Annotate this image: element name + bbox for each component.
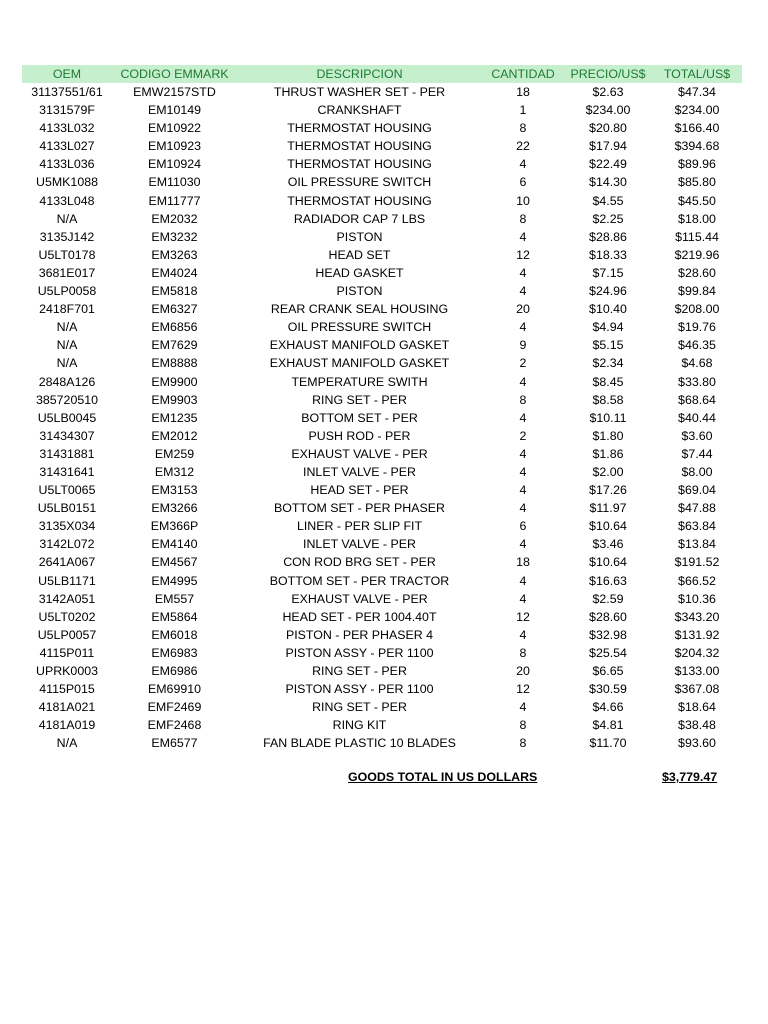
precio-cell: $10.64	[589, 519, 627, 534]
table-row	[22, 228, 742, 246]
total-cell: $208.00	[674, 302, 720, 317]
table-row	[22, 427, 742, 445]
cantidad-cell: 8	[519, 392, 527, 407]
descripcion-cell: THERMOSTAT HOUSING	[287, 157, 432, 172]
oem-cell: 3681E017	[38, 265, 96, 280]
descripcion-cell: RADIADOR CAP 7 LBS	[293, 211, 426, 226]
descripcion-cell: RING SET - PER	[312, 392, 407, 407]
precio-cell: $1.86	[592, 446, 624, 461]
precio-cell: $2.25	[592, 211, 624, 226]
total-cell: $8.00	[681, 464, 713, 479]
oem-cell: 3142A051	[38, 591, 96, 606]
precio-cell: $2.34	[592, 356, 624, 371]
cantidad-cell: 2	[519, 428, 527, 443]
oem-cell: UPRK0003	[36, 664, 98, 678]
total-cell: $191.52	[674, 555, 720, 570]
cantidad-cell: 9	[519, 338, 527, 353]
descripcion-cell: FAN BLADE PLASTIC 10 BLADES	[263, 736, 456, 751]
descripcion-cell: INLET VALVE - PER	[303, 537, 416, 552]
total-cell: $63.84	[678, 519, 716, 534]
oem-cell: 3131579F	[39, 103, 95, 118]
total-cell: $7.44	[681, 446, 713, 461]
total-cell: $133.00	[674, 664, 720, 678]
oem-cell: U5LT0178	[38, 247, 96, 262]
goods-total-value: $3,779.47	[662, 770, 718, 784]
cantidad-cell: 4	[519, 157, 527, 172]
cantidad-cell: 4	[519, 501, 527, 516]
oem-cell: 385720510	[35, 392, 99, 407]
descripcion-cell: THRUST WASHER SET - PER	[273, 85, 446, 99]
total-cell: $234.00	[674, 103, 720, 118]
precio-cell: $10.40	[589, 302, 627, 317]
precio-cell: $10.64	[589, 555, 627, 570]
col-header-cantidad: CANTIDAD	[491, 67, 555, 81]
descripcion-cell: PISTON	[336, 284, 383, 299]
cantidad-cell: 4	[519, 573, 527, 588]
oem-cell: N/A	[56, 356, 78, 371]
oem-cell: 4181A021	[38, 700, 96, 715]
codigo-cell: EM3232	[151, 229, 198, 244]
precio-cell: $4.66	[592, 700, 624, 715]
table-row	[22, 608, 742, 626]
cantidad-cell: 4	[519, 464, 527, 479]
codigo-cell: EM11777	[148, 193, 201, 208]
oem-cell: 4115P015	[39, 682, 95, 697]
precio-cell: $28.86	[589, 229, 627, 244]
parts-table	[22, 65, 742, 752]
table-row	[22, 246, 742, 264]
descripcion-cell: CON ROD BRG SET - PER	[283, 555, 436, 570]
descripcion-cell: RING SET - PER	[312, 700, 407, 715]
codigo-cell: EM10149	[147, 103, 202, 118]
total-cell: $10.36	[678, 591, 716, 606]
codigo-cell: EMF2469	[147, 700, 202, 715]
cantidad-cell: 1	[519, 103, 527, 118]
codigo-cell: EM6577	[151, 736, 198, 751]
oem-cell: 4133L027	[39, 139, 95, 154]
codigo-cell: EM3153	[151, 483, 198, 498]
precio-cell: $4.81	[592, 718, 624, 733]
precio-cell: $16.63	[589, 573, 627, 588]
codigo-cell: EM4140	[151, 537, 198, 552]
total-cell: $85.80	[678, 175, 716, 190]
col-header-codigo: CODIGO EMMARK	[120, 67, 229, 81]
table-row	[22, 318, 742, 336]
codigo-cell: EM259	[154, 446, 195, 461]
descripcion-cell: PISTON ASSY - PER 1100	[285, 645, 434, 660]
total-cell: $18.64	[678, 700, 716, 715]
goods-total-label: GOODS TOTAL IN US DOLLARS	[348, 770, 538, 784]
descripcion-cell: CRANKSHAFT	[317, 103, 402, 118]
oem-cell: U5LP0058	[37, 284, 97, 299]
table-row	[22, 445, 742, 463]
col-header-precio: PRECIO/US$	[570, 67, 646, 81]
total-cell: $47.88	[678, 501, 716, 516]
table-row	[22, 83, 742, 101]
total-cell: $38.48	[678, 718, 716, 733]
precio-cell: $4.94	[592, 320, 624, 335]
cantidad-cell: 4	[519, 591, 527, 606]
total-cell: $46.35	[678, 338, 716, 353]
table-row	[22, 553, 742, 571]
cantidad-cell: 12	[516, 609, 530, 624]
total-cell: $68.64	[678, 392, 716, 407]
codigo-cell: EM3263	[151, 247, 198, 262]
descripcion-cell: THERMOSTAT HOUSING	[287, 193, 432, 208]
cantidad-cell: 20	[516, 664, 530, 678]
oem-cell: N/A	[56, 320, 78, 335]
codigo-cell: EM4567	[151, 555, 198, 570]
col-header-oem: OEM	[52, 67, 82, 81]
codigo-cell: EM2012	[151, 428, 198, 443]
precio-cell: $30.59	[589, 682, 627, 697]
oem-cell: 31137551/61	[31, 85, 103, 99]
codigo-cell: EM10924	[147, 157, 202, 172]
total-cell: $367.08	[674, 682, 720, 697]
precio-cell: $20.80	[589, 121, 627, 136]
codigo-cell: EM1235	[151, 410, 198, 425]
total-cell: $33.80	[678, 374, 716, 389]
codigo-cell: EM6327	[151, 302, 198, 317]
codigo-cell: EM366P	[150, 519, 199, 534]
total-cell: $28.60	[678, 265, 716, 280]
precio-cell: $7.15	[592, 265, 624, 280]
precio-cell: $8.45	[592, 374, 624, 389]
cantidad-cell: 18	[516, 555, 530, 570]
cantidad-cell: 4	[519, 627, 527, 642]
precio-cell: $2.00	[592, 464, 624, 479]
oem-cell: 3135X034	[38, 519, 96, 534]
cantidad-cell: 4	[519, 446, 527, 461]
cantidad-cell: 4	[519, 700, 527, 715]
cantidad-cell: 4	[519, 265, 527, 280]
oem-cell: U5LB1171	[38, 573, 96, 588]
oem-cell: 3142L072	[39, 537, 95, 552]
precio-cell: $11.97	[589, 501, 627, 516]
oem-cell: 3135J142	[39, 229, 95, 244]
cantidad-cell: 18	[516, 85, 530, 99]
precio-cell: $2.59	[592, 591, 624, 606]
total-cell: $3.60	[681, 428, 713, 443]
codigo-cell: EM10922	[147, 121, 202, 136]
descripcion-cell: HEAD SET - PER	[310, 483, 409, 498]
codigo-cell: EM5818	[151, 284, 198, 299]
codigo-cell: EM6856	[151, 320, 198, 335]
table-row	[22, 662, 742, 680]
table-row	[22, 517, 742, 535]
descripcion-cell: RING SET - PER	[312, 664, 407, 678]
header-row	[22, 65, 742, 83]
descripcion-cell: EXHAUST VALVE - PER	[291, 446, 428, 461]
oem-cell: 2641A067	[38, 555, 96, 570]
precio-cell: $11.70	[589, 736, 627, 751]
codigo-cell: EM557	[154, 591, 195, 606]
codigo-cell: EM4024	[151, 265, 198, 280]
cantidad-cell: 6	[519, 175, 527, 190]
invoice-sheet	[22, 65, 742, 752]
descripcion-cell: PISTON - PER PHASER 4	[285, 627, 434, 642]
precio-cell: $14.30	[589, 175, 627, 190]
descripcion-cell: REAR CRANK SEAL HOUSING	[270, 302, 449, 317]
oem-cell: U5MK1088	[36, 175, 98, 190]
codigo-cell: EM3266	[151, 501, 198, 516]
precio-cell: $3.46	[592, 537, 624, 552]
descripcion-cell: HEAD SET - PER 1004.40T	[282, 609, 437, 624]
table-row	[22, 300, 742, 318]
table-row	[22, 716, 742, 734]
oem-cell: 31434307	[39, 428, 95, 443]
oem-cell: 4133L048	[39, 193, 95, 208]
oem-cell: N/A	[56, 211, 78, 226]
descripcion-cell: PUSH ROD - PER	[308, 428, 411, 443]
cantidad-cell: 20	[516, 302, 530, 317]
total-cell: $45.50	[678, 193, 716, 208]
total-cell: $40.44	[678, 410, 716, 425]
total-cell: $93.60	[678, 736, 716, 751]
precio-cell: $5.15	[592, 338, 624, 353]
oem-cell: U5LT0202	[38, 609, 96, 624]
total-cell: $219.96	[674, 247, 720, 262]
precio-cell: $17.26	[589, 483, 627, 498]
precio-cell: $24.96	[589, 284, 627, 299]
total-cell: $89.96	[678, 157, 716, 172]
precio-cell: $18.33	[589, 247, 627, 262]
codigo-cell: EM2032	[151, 211, 198, 226]
total-cell: $343.20	[674, 609, 720, 624]
total-cell: $131.92	[674, 627, 720, 642]
descripcion-cell: THERMOSTAT HOUSING	[287, 121, 432, 136]
codigo-cell: EM312	[154, 464, 195, 479]
cantidad-cell: 10	[516, 193, 530, 208]
descripcion-cell: INLET VALVE - PER	[303, 464, 416, 479]
precio-cell: $28.60	[589, 609, 627, 624]
codigo-cell: EM5864	[151, 609, 198, 624]
table-row	[22, 336, 742, 354]
codigo-cell: EM69910	[147, 682, 202, 697]
table-row	[22, 499, 742, 517]
table-row	[22, 481, 742, 499]
codigo-cell: EM9900	[151, 374, 198, 389]
descripcion-cell: EXHAUST MANIFOLD GASKET	[269, 338, 450, 353]
table-row	[22, 210, 742, 228]
codigo-cell: EM11030	[148, 175, 201, 190]
table-row	[22, 391, 742, 409]
cantidad-cell: 4	[519, 284, 527, 299]
table-row	[22, 644, 742, 662]
oem-cell: 4133L032	[39, 121, 95, 136]
cantidad-cell: 4	[519, 483, 527, 498]
codigo-cell: EM6986	[151, 664, 198, 678]
cantidad-cell: 8	[519, 718, 527, 733]
total-cell: $115.44	[675, 229, 719, 244]
oem-cell: 31431881	[39, 446, 95, 461]
oem-cell: 4133L036	[39, 157, 95, 172]
goods-total-row	[22, 770, 742, 788]
oem-cell: U5LB0045	[37, 410, 97, 425]
cantidad-cell: 8	[519, 121, 527, 136]
table-row	[22, 409, 742, 427]
descripcion-cell: RING KIT	[332, 718, 387, 733]
oem-cell: U5LB0151	[37, 501, 97, 516]
precio-cell: $2.63	[592, 85, 624, 99]
table-row	[22, 535, 742, 553]
descripcion-cell: BOTTOM SET - PER	[301, 410, 418, 425]
table-row	[22, 264, 742, 282]
oem-cell: N/A	[56, 338, 78, 353]
table-body	[22, 83, 742, 752]
table-row	[22, 192, 742, 210]
descripcion-cell: OIL PRESSURE SWITCH	[287, 175, 432, 190]
descripcion-cell: PISTON ASSY - PER 1100	[285, 682, 434, 697]
precio-cell: $8.58	[592, 392, 624, 407]
codigo-cell: EMF2468	[147, 718, 202, 733]
table-row	[22, 572, 742, 590]
cantidad-cell: 22	[516, 139, 530, 154]
oem-cell: N/A	[56, 736, 78, 751]
table-row	[22, 373, 742, 391]
table-row	[22, 282, 742, 300]
codigo-cell: EM8888	[151, 356, 198, 371]
oem-cell: 4181A019	[38, 718, 96, 733]
table-row	[22, 626, 742, 644]
total-cell: $4.68	[681, 356, 713, 371]
cantidad-cell: 4	[519, 374, 527, 389]
total-cell: $99.84	[678, 284, 716, 299]
table-row	[22, 173, 742, 191]
table-row	[22, 354, 742, 372]
cantidad-cell: 8	[519, 211, 527, 226]
cantidad-cell: 4	[519, 229, 527, 244]
codigo-cell: EM6018	[151, 627, 198, 642]
cantidad-cell: 8	[519, 736, 527, 751]
descripcion-cell: TEMPERATURE SWITH	[291, 374, 428, 389]
descripcion-cell: LINER - PER SLIP FIT	[296, 519, 423, 534]
descripcion-cell: HEAD GASKET	[315, 265, 404, 280]
codigo-cell: EM6983	[151, 645, 198, 660]
descripcion-cell: EXHAUST VALVE - PER	[291, 591, 428, 606]
cantidad-cell: 2	[519, 356, 527, 371]
table-row	[22, 698, 742, 716]
total-cell: $69.04	[678, 483, 716, 498]
total-cell: $204.32	[674, 645, 720, 660]
cantidad-cell: 4	[519, 537, 527, 552]
codigo-cell: EM9903	[151, 392, 198, 407]
total-cell: $19.76	[678, 320, 716, 335]
oem-cell: U5LT0065	[38, 483, 96, 498]
codigo-cell: EMW2157STD	[133, 85, 216, 99]
descripcion-cell: OIL PRESSURE SWITCH	[287, 320, 432, 335]
table-row	[22, 680, 742, 698]
precio-cell: $234.00	[585, 103, 631, 118]
precio-cell: $25.54	[589, 645, 627, 660]
table-row	[22, 734, 742, 752]
table-row	[22, 119, 742, 137]
codigo-cell: EM4995	[151, 573, 198, 588]
total-cell: $47.34	[678, 85, 716, 99]
precio-cell: $6.65	[592, 664, 624, 678]
total-cell: $66.52	[678, 573, 716, 588]
table-row	[22, 101, 742, 119]
total-cell: $166.40	[674, 121, 720, 136]
total-cell: $18.00	[678, 211, 716, 226]
precio-cell: $32.98	[589, 627, 627, 642]
col-header-descripcion: DESCRIPCION	[316, 67, 403, 81]
descripcion-cell: BOTTOM SET - PER TRACTOR	[269, 573, 450, 588]
col-header-total: TOTAL/US$	[663, 67, 731, 81]
precio-cell: $1.80	[592, 428, 624, 443]
oem-cell: 4115P011	[39, 645, 95, 660]
cantidad-cell: 6	[519, 519, 527, 534]
total-cell: $394.68	[674, 139, 720, 154]
oem-cell: 2418F701	[39, 302, 95, 317]
descripcion-cell: THERMOSTAT HOUSING	[287, 139, 432, 154]
codigo-cell: EM10923	[147, 139, 202, 154]
oem-cell: 2848A126	[38, 374, 96, 389]
descripcion-cell: PISTON	[336, 229, 383, 244]
precio-cell: $22.49	[589, 157, 627, 172]
cantidad-cell: 12	[516, 682, 530, 697]
precio-cell: $10.11	[589, 410, 627, 425]
table-row	[22, 590, 742, 608]
table-row	[22, 137, 742, 155]
codigo-cell: EM7629	[151, 338, 198, 353]
total-cell: $13.84	[678, 537, 716, 552]
table-row	[22, 463, 742, 481]
cantidad-cell: 12	[516, 247, 530, 262]
precio-cell: $17.94	[589, 139, 627, 154]
cantidad-cell: 4	[519, 320, 527, 335]
descripcion-cell: HEAD SET	[328, 247, 391, 262]
oem-cell: U5LP0057	[37, 627, 97, 642]
cantidad-cell: 4	[519, 410, 527, 425]
cantidad-cell: 8	[519, 645, 527, 660]
table-row	[22, 155, 742, 173]
oem-cell: 31431641	[39, 464, 95, 479]
precio-cell: $4.55	[592, 193, 624, 208]
descripcion-cell: BOTTOM SET - PER PHASER	[274, 501, 445, 516]
descripcion-cell: EXHAUST MANIFOLD GASKET	[269, 356, 450, 371]
